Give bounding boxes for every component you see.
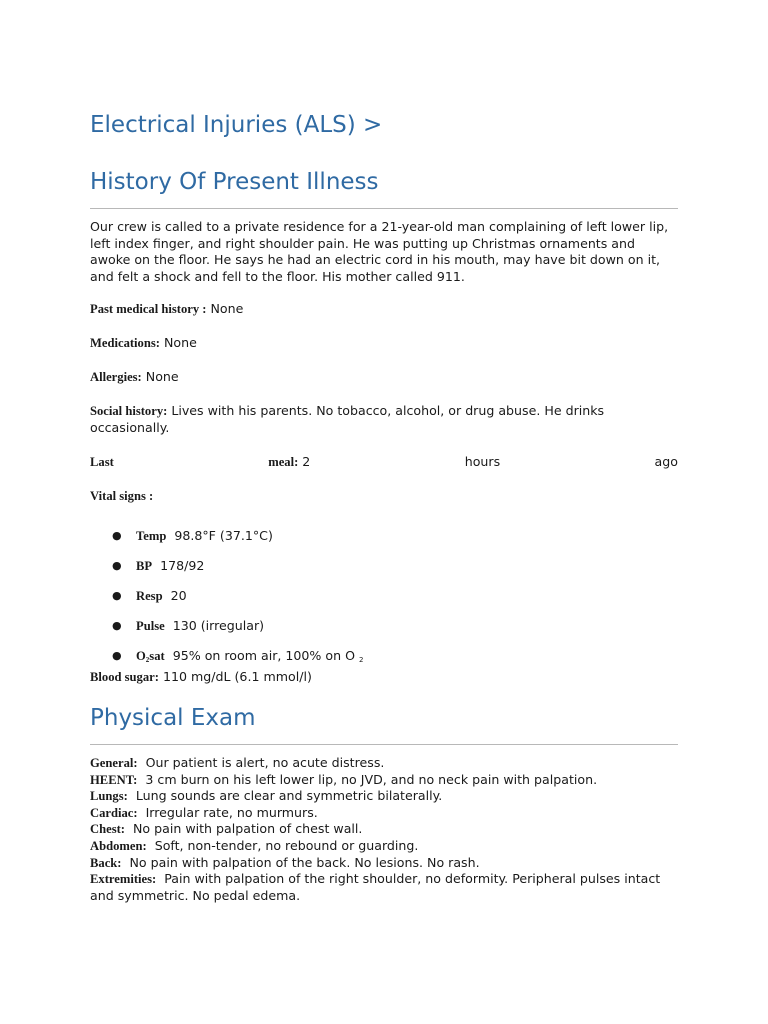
last-meal bbox=[90, 454, 678, 471]
vital-label: Temp bbox=[136, 529, 167, 543]
exam-divider bbox=[90, 744, 678, 745]
vital-bp bbox=[110, 558, 670, 588]
exam-general: General: Our patient is alert, no acute distress. bbox=[90, 755, 385, 770]
vital-label: Pulse bbox=[136, 619, 165, 633]
social-history bbox=[90, 403, 678, 436]
vital-label: BP bbox=[136, 559, 153, 573]
hpi-narrative: Our crew is called to a private residence for a 21-year-old man complaining of left lower lip, left index finger, and right shoulder pain. He was putting up Christmas ornaments and awoke on the floor. He says he had an electric cord in his mouth, may have bit down on it, and felt a shock and fell to the floor. His mother called 911. bbox=[90, 219, 669, 284]
blood-sugar-label: Blood sugar: bbox=[90, 670, 159, 684]
exam-abdomen: Abdomen: Soft, non-tender, no rebound or guarding. bbox=[90, 837, 419, 853]
last-meal-word-ago: ago bbox=[654, 454, 678, 469]
blood-sugar bbox=[90, 669, 678, 686]
vital-signs-list bbox=[110, 528, 670, 668]
medications-value: None bbox=[163, 335, 197, 350]
medications-label: Medications: bbox=[90, 336, 160, 350]
bullet-icon: ● bbox=[112, 649, 122, 662]
vital-resp bbox=[110, 588, 670, 618]
hpi-divider bbox=[90, 208, 678, 209]
vital-signs-label: Vital signs : bbox=[90, 489, 154, 503]
last-meal-label: meal: bbox=[268, 455, 299, 469]
vital-value: 178/92 bbox=[160, 558, 205, 573]
hpi-heading: History Of Present Illness bbox=[90, 169, 379, 195]
exam-back: Back: No pain with palpation of the back. No lesions. No rash. bbox=[90, 854, 480, 870]
vital-label: $O_2sat$ bbox=[136, 649, 165, 664]
exam-findings bbox=[90, 755, 678, 904]
bullet-icon: ● bbox=[112, 619, 122, 632]
exam-heading: Physical Exam bbox=[90, 705, 256, 731]
allergies bbox=[90, 369, 678, 386]
past-medical-history bbox=[90, 301, 678, 318]
vital-pulse bbox=[110, 618, 670, 648]
exam-heent: HEENT: 3 cm burn on his left lower lip, no JVD, and no neck pain with palpation. bbox=[90, 771, 598, 787]
allergies-value: None bbox=[145, 369, 179, 384]
vital-label: Resp bbox=[136, 589, 163, 603]
allergies-label: Allergies: bbox=[90, 370, 142, 384]
social-history-value: Lives with his parents. No tobacco, alcohol, or drug abuse. He drinks occasionally. bbox=[90, 403, 605, 435]
bullet-icon: ● bbox=[112, 559, 122, 572]
last-meal-word-last: Last bbox=[90, 455, 114, 469]
exam-lungs: Lungs: Lung sounds are clear and symmetric bilaterally. bbox=[90, 788, 443, 804]
last-meal-word-hours: hours bbox=[464, 454, 501, 469]
last-meal-value: 2 bbox=[302, 454, 311, 469]
vital-value: 130 (irregular) bbox=[172, 618, 265, 633]
vital-value: 20 bbox=[170, 588, 187, 603]
bullet-icon: ● bbox=[112, 529, 122, 542]
bullet-icon: ● bbox=[112, 589, 122, 602]
social-history-label: Social history: bbox=[90, 404, 168, 418]
vital-o2sat bbox=[110, 648, 670, 668]
breadcrumb[interactable]: Electrical Injuries (ALS) > bbox=[90, 112, 383, 138]
vital-value: 95% on room air, 100% on O $_2$ bbox=[172, 648, 364, 664]
blood-sugar-value: 110 mg/dL (6.1 mmol/l) bbox=[162, 669, 312, 684]
exam-extremities: Extremities: Pain with palpation of the right shoulder, no deformity. Peripheral pulses intact and symmetric. No pedal edema. bbox=[90, 871, 661, 903]
vital-value: 98.8°F (37.1°C) bbox=[174, 528, 273, 543]
medications bbox=[90, 335, 678, 352]
vital-temp bbox=[110, 528, 670, 558]
exam-cardiac: Cardiac: Irregular rate, no murmurs. bbox=[90, 804, 318, 820]
exam-chest: Chest: No pain with palpation of chest wall. bbox=[90, 821, 363, 837]
past-medical-history-value: None bbox=[210, 301, 244, 316]
past-medical-history-label: Past medical history : bbox=[90, 302, 207, 316]
